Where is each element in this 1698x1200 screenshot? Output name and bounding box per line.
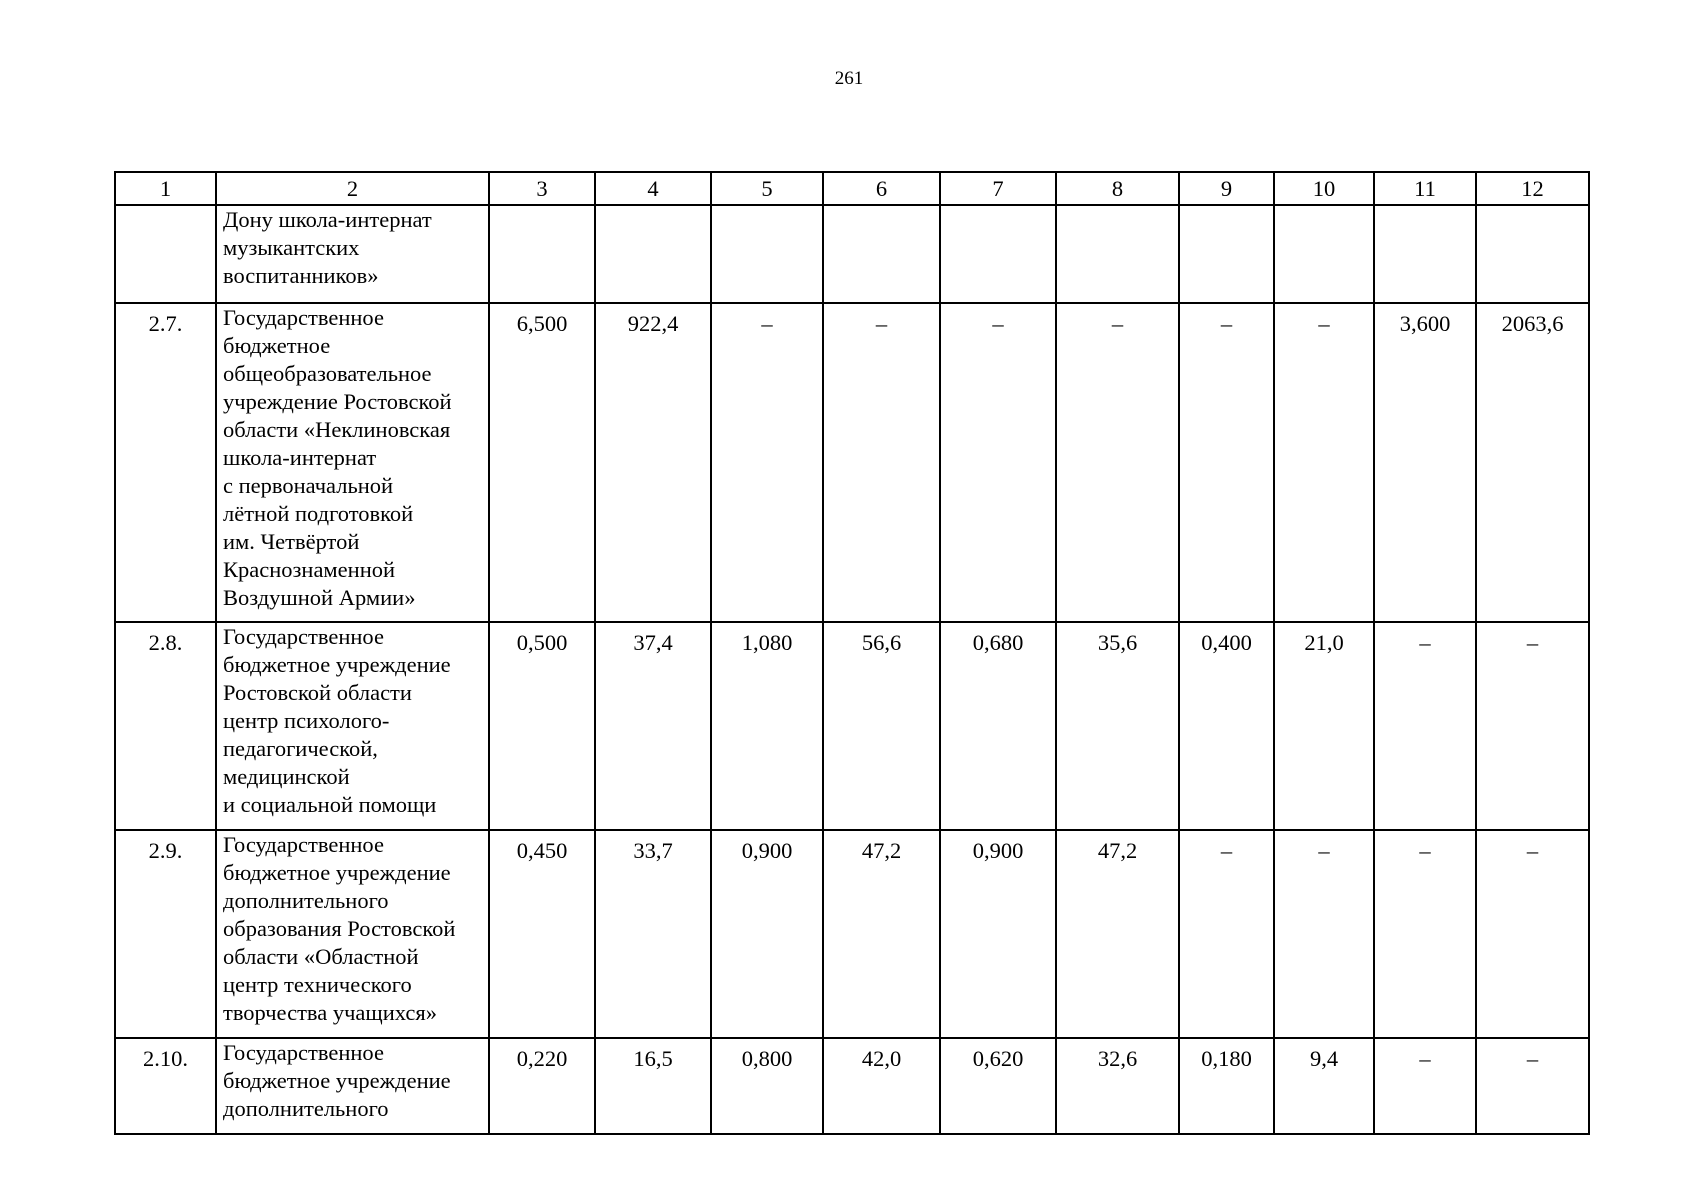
value-cell-col-5: 0,800 (711, 1038, 823, 1134)
institution-name-line: Ростовской области (223, 680, 412, 705)
institution-name-line: общеобразовательное (223, 361, 432, 386)
value-cell-col-7: – (940, 303, 1056, 622)
value-cell-col-9 (1179, 205, 1274, 303)
institution-name-cell (216, 205, 489, 303)
institution-name-line: Государственное (223, 832, 384, 857)
table-row (115, 303, 1589, 622)
institution-name-cell (216, 303, 489, 622)
value-cell-col-7: 0,620 (940, 1038, 1056, 1134)
value-cell-col-5: – (711, 303, 823, 622)
value-cell-col-8: 35,6 (1056, 622, 1179, 830)
institution-name-line: центр технического (223, 972, 412, 997)
column-number: 2 (216, 172, 489, 205)
value-cell-col-4: 922,4 (595, 303, 711, 622)
institution-name-line: медицинской (223, 764, 350, 789)
value-cell-col-9: 0,400 (1179, 622, 1274, 830)
institution-name-line: педагогической, (223, 736, 378, 761)
value-cell-col-12: 2063,6 (1476, 303, 1589, 622)
table-row (115, 622, 1589, 830)
value-cell-col-6: 56,6 (823, 622, 940, 830)
institution-name-line: бюджетное учреждение (223, 652, 451, 677)
column-number: 11 (1374, 172, 1476, 205)
column-number: 3 (489, 172, 595, 205)
institution-name-line: учреждение Ростовской (223, 389, 452, 414)
column-number: 1 (115, 172, 216, 205)
institution-name-line: Государственное (223, 1040, 384, 1065)
value-cell-col-9: – (1179, 830, 1274, 1038)
institution-name-line: творчества учащихся» (223, 1000, 437, 1025)
value-cell-col-8 (1056, 205, 1179, 303)
column-number: 8 (1056, 172, 1179, 205)
institution-name-line: школа-интернат (223, 445, 377, 470)
institution-name-line: бюджетное (223, 333, 331, 358)
column-number: 4 (595, 172, 711, 205)
value-cell-col-5: 0,900 (711, 830, 823, 1038)
institution-name-cell (216, 830, 489, 1038)
value-cell-col-3: 6,500 (489, 303, 595, 622)
value-cell-col-12 (1476, 205, 1589, 303)
row-id-cell: 2.10. (115, 1038, 216, 1134)
value-cell-col-10: 9,4 (1274, 1038, 1374, 1134)
column-number: 10 (1274, 172, 1374, 205)
value-cell-col-4 (595, 205, 711, 303)
value-cell-col-7: 0,900 (940, 830, 1056, 1038)
institution-name-line: бюджетное учреждение (223, 860, 451, 885)
value-cell-col-3 (489, 205, 595, 303)
institution-name-cell (216, 622, 489, 830)
value-cell-col-4: 33,7 (595, 830, 711, 1038)
value-cell-col-10 (1274, 205, 1374, 303)
value-cell-col-8: – (1056, 303, 1179, 622)
institution-name-line: центр психолого- (223, 708, 390, 733)
value-cell-col-11: – (1374, 1038, 1476, 1134)
value-cell-col-9: 0,180 (1179, 1038, 1274, 1134)
row-id-cell: 2.7. (115, 303, 216, 622)
institution-name-line: Краснознаменной (223, 557, 396, 582)
value-cell-col-10: – (1274, 830, 1374, 1038)
value-cell-col-4: 37,4 (595, 622, 711, 830)
value-cell-col-6 (823, 205, 940, 303)
value-cell-col-10: – (1274, 303, 1374, 622)
institution-name-line: им. Четвёртой (223, 529, 360, 554)
value-cell-col-5: 1,080 (711, 622, 823, 830)
value-cell-col-12: – (1476, 1038, 1589, 1134)
value-cell-col-7: 0,680 (940, 622, 1056, 830)
institution-name-line: Государственное (223, 624, 384, 649)
institution-name-line: и социальной помощи (223, 792, 437, 817)
institution-name-line: музыкантских (223, 235, 360, 260)
row-id-cell (115, 205, 216, 303)
column-number: 7 (940, 172, 1056, 205)
value-cell-col-12: – (1476, 830, 1589, 1038)
institution-name-line: лётной подготовкой (223, 501, 414, 526)
institution-name-line: воспитанников» (223, 263, 379, 288)
value-cell-col-3: 0,500 (489, 622, 595, 830)
value-cell-col-11: – (1374, 622, 1476, 830)
institution-name-line: области «Неклиновская (223, 417, 451, 442)
value-cell-col-10: 21,0 (1274, 622, 1374, 830)
institution-name-line: Дону школа-интернат (223, 207, 432, 232)
column-number: 9 (1179, 172, 1274, 205)
value-cell-col-3: 0,450 (489, 830, 595, 1038)
column-number: 6 (823, 172, 940, 205)
value-cell-col-6: – (823, 303, 940, 622)
value-cell-col-9: – (1179, 303, 1274, 622)
institution-name-line: с первоначальной (223, 473, 394, 498)
value-cell-col-5 (711, 205, 823, 303)
value-cell-col-8: 47,2 (1056, 830, 1179, 1038)
column-number: 12 (1476, 172, 1589, 205)
value-cell-col-4: 16,5 (595, 1038, 711, 1134)
value-cell-col-11: – (1374, 830, 1476, 1038)
value-cell-col-11 (1374, 205, 1476, 303)
institution-name-line: бюджетное учреждение (223, 1068, 451, 1093)
institution-name-line: области «Областной (223, 944, 419, 969)
table-row (115, 830, 1589, 1038)
institution-name-line: Воздушной Армии» (223, 585, 416, 610)
value-cell-col-8: 32,6 (1056, 1038, 1179, 1134)
institution-name-line: образования Ростовской (223, 916, 456, 941)
value-cell-col-6: 47,2 (823, 830, 940, 1038)
value-cell-col-6: 42,0 (823, 1038, 940, 1134)
value-cell-col-11: 3,600 (1374, 303, 1476, 622)
row-id-cell: 2.9. (115, 830, 216, 1038)
value-cell-col-7 (940, 205, 1056, 303)
table-row (115, 205, 1589, 303)
row-id-cell: 2.8. (115, 622, 216, 830)
column-number-row (115, 172, 1589, 205)
table-row (115, 1038, 1589, 1134)
value-cell-col-3: 0,220 (489, 1038, 595, 1134)
data-table (114, 171, 1590, 1135)
value-cell-col-12: – (1476, 622, 1589, 830)
institution-name-line: дополнительного (223, 888, 389, 913)
page-number: 261 (834, 68, 864, 89)
institution-name-cell (216, 1038, 489, 1134)
institution-name-line: дополнительного (223, 1096, 389, 1121)
column-number: 5 (711, 172, 823, 205)
institution-name-line: Государственное (223, 305, 384, 330)
